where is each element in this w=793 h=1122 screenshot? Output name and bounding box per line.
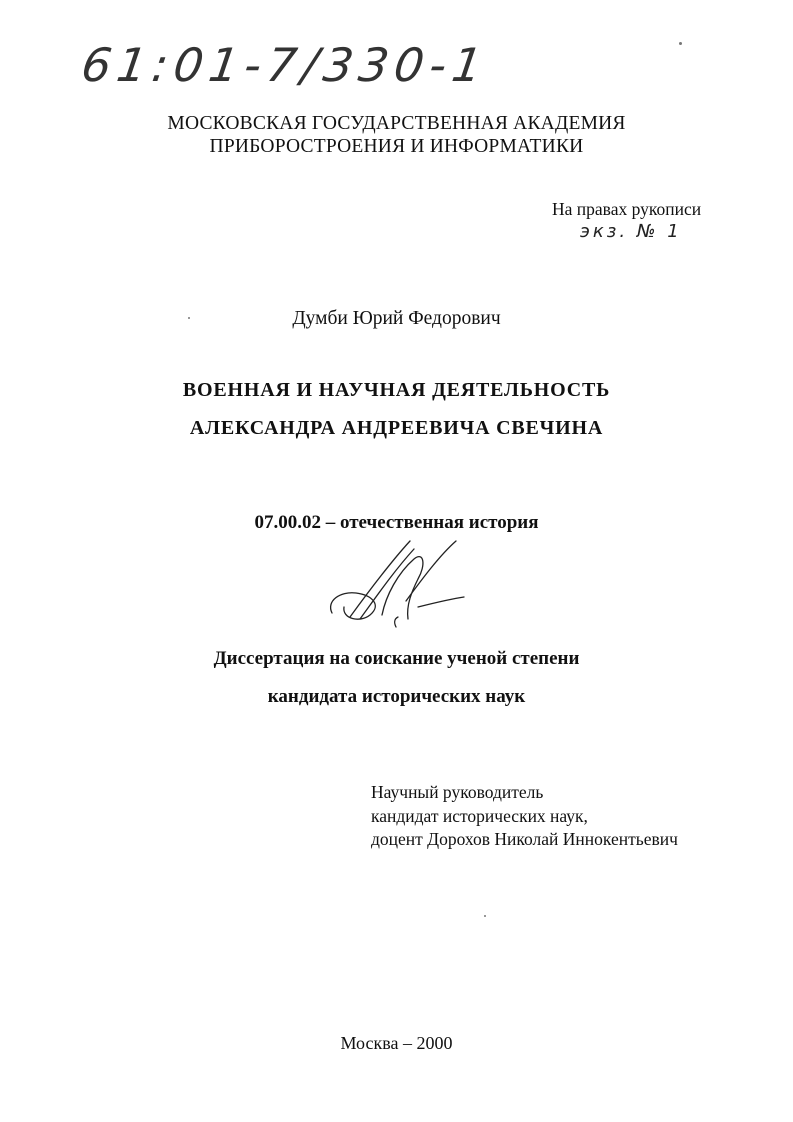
specialty-code: 07.00.02 – отечественная история	[254, 512, 539, 533]
manuscript-rights-label: На правах рукописи	[552, 199, 702, 219]
institution-line-1: МОСКОВСКАЯ ГОСУДАРСТВЕННАЯ АКАДЕМИЯ	[167, 113, 626, 134]
institution-line-2: ПРИБОРОСТРОЕНИЯ И ИНФОРМАТИКИ	[209, 136, 584, 157]
signature-icon	[322, 535, 472, 635]
degree-statement	[0, 640, 793, 716]
scan-speck	[679, 42, 682, 45]
supervisor-role: Научный руководитель	[371, 782, 544, 802]
title-line-1: ВОЕННАЯ И НАУЧНАЯ ДЕЯТЕЛЬНОСТЬ	[182, 379, 611, 401]
supervisor-name: доцент Дорохов Николай Иннокентьевич	[371, 829, 678, 849]
supervisor-block	[371, 781, 678, 852]
degree-line-1: Диссертация на соискание ученой степени	[213, 648, 580, 669]
scan-speck	[484, 915, 486, 917]
archive-code-handwritten: 61:01-7/330-1	[78, 38, 492, 92]
scan-speck	[188, 317, 190, 319]
place-and-year: Москва – 2000	[340, 1033, 453, 1053]
supervisor-degree: кандидат исторических наук,	[371, 805, 588, 826]
author-name: Думби Юрий Федорович	[292, 308, 501, 329]
copy-number-handwritten: экз. № 1	[580, 221, 682, 242]
institution-name	[0, 112, 793, 158]
dissertation-title	[0, 371, 793, 447]
degree-line-2: кандидата исторических наук	[267, 686, 526, 707]
title-line-2: АЛЕКСАНДРА АНДРЕЕВИЧА СВЕЧИНА	[189, 417, 604, 439]
